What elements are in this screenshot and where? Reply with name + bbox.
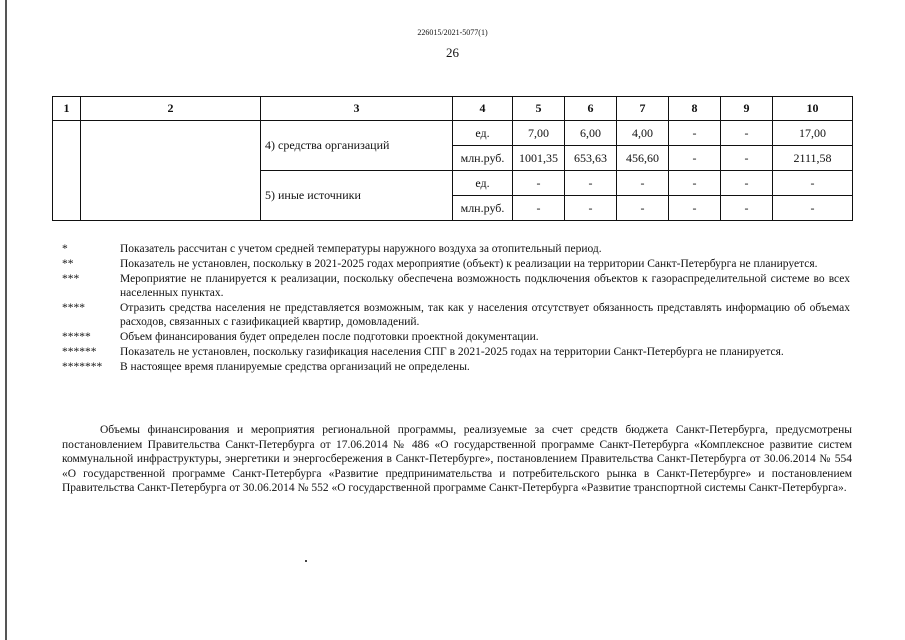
footnote-text: Отразить средства населения не представляется возможным, так как у населения отсутствует обязанность представлять информацию об объемах расходов, связанных с газификацией квартир, домовладений. <box>120 302 850 328</box>
value-cell: - <box>565 171 617 196</box>
value-cell: - <box>669 146 721 171</box>
value-cell: - <box>721 196 773 221</box>
table-row <box>53 121 853 146</box>
column-header: 10 <box>773 97 853 121</box>
footnote-text: В настоящее время планируемые средства организаций не определены. <box>120 361 470 373</box>
footnote <box>62 301 850 329</box>
value-cell: - <box>669 121 721 146</box>
column-header: 2 <box>81 97 261 121</box>
footnote-text: Мероприятие не планируется к реализации, поскольку обеспечена возможность подключения объектов к газораспределительной системе во всех населенных пунктах. <box>120 273 850 299</box>
value-cell: - <box>721 171 773 196</box>
value-cell: - <box>513 196 565 221</box>
footnote-mark: ***** <box>62 331 91 343</box>
column-header: 3 <box>261 97 453 121</box>
scan-left-edge <box>5 0 7 640</box>
unit-cell: млн.руб. <box>453 196 513 221</box>
funding-source-label: 4) средства организаций <box>261 121 453 171</box>
value-cell: - <box>721 146 773 171</box>
value-cell: - <box>565 196 617 221</box>
column-header: 8 <box>669 97 721 121</box>
total-cell: 17,00 <box>773 121 853 146</box>
total-cell: - <box>773 196 853 221</box>
total-cell: 2111,58 <box>773 146 853 171</box>
table-header-row <box>53 97 853 121</box>
footnote-text: Показатель не установлен, поскольку газификация населения СПГ в 2021-2025 годах на территории Санкт-Петербурга не планируется. <box>120 346 784 358</box>
unit-cell: млн.руб. <box>453 146 513 171</box>
footnote <box>62 272 850 300</box>
table-cell-col2-empty <box>81 121 261 221</box>
footnote <box>62 345 850 359</box>
footnote-mark: **** <box>62 302 85 314</box>
footnote-text: Объем финансирования будет определен после подготовки проектной документации. <box>120 331 539 343</box>
footnote-mark: * <box>62 243 68 255</box>
total-cell: - <box>773 171 853 196</box>
funding-source-label: 5) иные источники <box>261 171 453 221</box>
footnote-mark: ******* <box>62 361 103 373</box>
footnote-mark: ** <box>62 258 74 270</box>
body-paragraph: Объемы финансирования и мероприятия региональной программы, реализуемые за счет средств бюджета Санкт-Петербурга, предусмотрены постановлением Правительства Санкт-Петербурга от 17.06.2014 № 486 «О государственной программе Санкт-Петербурга «Комплексное развитие систем коммунальной инфраструктуры, энергетики и энергосбережения в Санкт-Петербурге», постановлением Правительства Санкт-Петербурга от 30.06.2014 № 554 «О государственной программе Санкт-Петербурга «Развитие предпринимательства и потребительского рынка в Санкт-Петербурге» и постановлением Правительства Санкт-Петербурга от 30.06.2014 № 552 «О государственной программе Санкт-Петербурга «Развитие транспортной системы Санкт-Петербурга». <box>62 424 852 494</box>
footnotes <box>62 242 850 375</box>
value-cell: 7,00 <box>513 121 565 146</box>
footnote <box>62 242 850 256</box>
financing-table <box>52 96 853 221</box>
value-cell: 653,63 <box>565 146 617 171</box>
column-header: 7 <box>617 97 669 121</box>
document-id: 226015/2021-5077(1) <box>417 28 488 37</box>
column-header: 1 <box>53 97 81 121</box>
column-header: 9 <box>721 97 773 121</box>
value-cell: - <box>721 121 773 146</box>
footnote <box>62 257 850 271</box>
value-cell: 4,00 <box>617 121 669 146</box>
value-cell: 1001,35 <box>513 146 565 171</box>
value-cell: - <box>617 171 669 196</box>
footnote <box>62 330 850 344</box>
value-cell: - <box>669 171 721 196</box>
footnote-text: Показатель рассчитан с учетом средней температуры наружного воздуха за отопительный период. <box>120 243 602 255</box>
value-cell: - <box>513 171 565 196</box>
footnote-text: Показатель не установлен, поскольку в 2021-2025 годах мероприятие (объект) к реализации на территории Санкт-Петербурга не планируется. <box>120 258 818 270</box>
footnote <box>62 360 850 374</box>
value-cell: 456,60 <box>617 146 669 171</box>
column-header: 5 <box>513 97 565 121</box>
footnote-mark: ****** <box>62 346 97 358</box>
footnote-mark: *** <box>62 273 80 285</box>
value-cell: - <box>669 196 721 221</box>
unit-cell: ед. <box>453 171 513 196</box>
unit-cell: ед. <box>453 121 513 146</box>
column-header: 4 <box>453 97 513 121</box>
value-cell: - <box>617 196 669 221</box>
value-cell: 6,00 <box>565 121 617 146</box>
page-number: 26 <box>446 45 459 60</box>
column-header: 6 <box>565 97 617 121</box>
table-cell-col1-empty <box>53 121 81 221</box>
scan-speck <box>305 560 307 562</box>
